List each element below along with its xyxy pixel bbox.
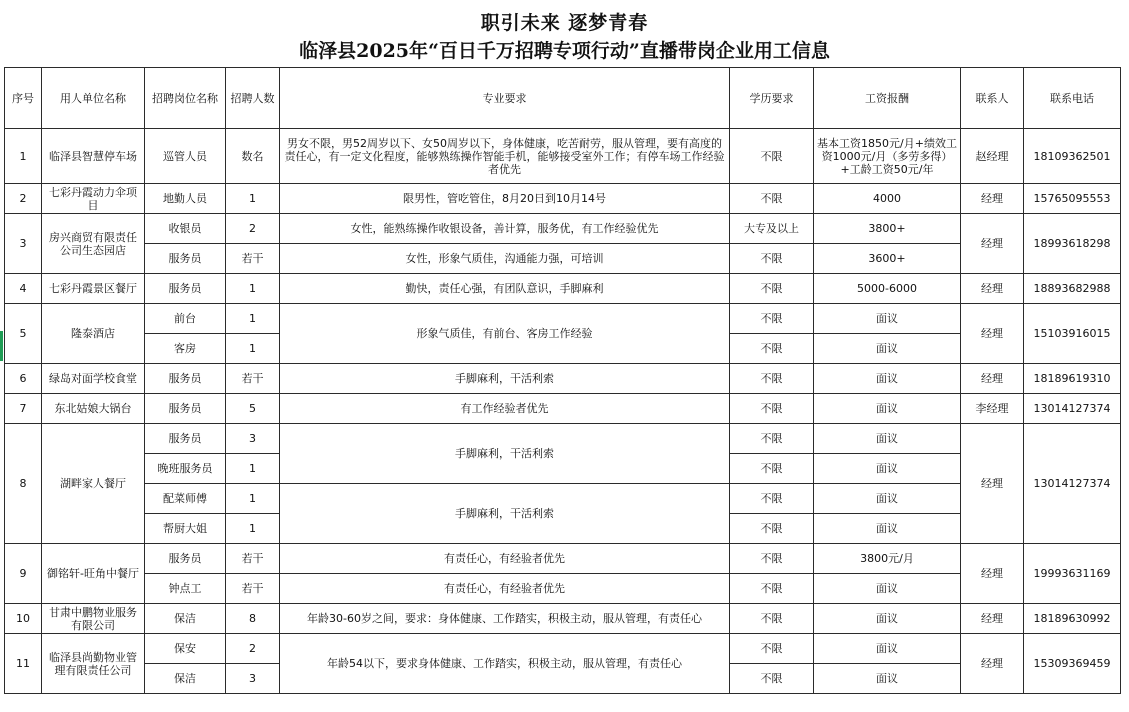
cell-position[interactable]: 服务员 <box>145 364 226 394</box>
cell-no[interactable]: 7 <box>5 394 42 424</box>
cell-phone[interactable]: 18189619310 <box>1024 364 1121 394</box>
title-line-1: 职引未来 逐梦青春 <box>480 12 649 34</box>
cell-position[interactable]: 服务员 <box>145 394 226 424</box>
cell-requirement[interactable]: 女性，能熟练操作收银设备，善计算，服务优，有工作经验优先 <box>280 214 730 244</box>
title-block <box>0 0 1129 66</box>
cell-count[interactable]: 1 <box>226 184 280 214</box>
cell-education[interactable]: 不限 <box>730 574 814 604</box>
cell-salary[interactable]: 3800元/月 <box>814 544 961 574</box>
cell-requirement[interactable]: 年龄30-60岁之间，要求：身体健康、工作踏实，积极主动，服从管理，有责任心 <box>280 604 730 634</box>
cell-contact[interactable]: 经理 <box>961 634 1024 694</box>
header-cell[interactable]: 学历要求 <box>730 68 814 129</box>
cell-education[interactable]: 不限 <box>730 454 814 484</box>
cell-salary[interactable]: 面议 <box>814 454 961 484</box>
cell-position[interactable]: 晚班服务员 <box>145 454 226 484</box>
cell-requirement[interactable]: 限男性，管吃管住，8月20日到10月14号 <box>280 184 730 214</box>
cell-company[interactable]: 甘肃中鹏物业服务有限公司 <box>42 604 145 634</box>
cell-count[interactable]: 1 <box>226 454 280 484</box>
cell-company[interactable]: 七彩丹霞景区餐厅 <box>42 274 145 304</box>
cell-company[interactable]: 七彩丹霞动力伞项目 <box>42 184 145 214</box>
cell-phone[interactable]: 18893682988 <box>1024 274 1121 304</box>
cell-phone[interactable]: 15765095553 <box>1024 184 1121 214</box>
cell-count[interactable]: 1 <box>226 274 280 304</box>
header-cell[interactable]: 联系人 <box>961 68 1024 129</box>
cell-contact[interactable]: 经理 <box>961 544 1024 604</box>
cell-requirement[interactable]: 女性，形象气质佳，沟通能力强，可培训 <box>280 244 730 274</box>
table-row <box>5 634 1121 664</box>
cell-contact[interactable]: 经理 <box>961 364 1024 394</box>
cell-position[interactable]: 客房 <box>145 334 226 364</box>
cell-count[interactable]: 8 <box>226 604 280 634</box>
cell-company[interactable]: 临泽县智慧停车场 <box>42 129 145 184</box>
cell-no[interactable]: 3 <box>5 214 42 274</box>
cell-education[interactable]: 大专及以上 <box>730 214 814 244</box>
header-cell[interactable]: 联系电话 <box>1024 68 1121 129</box>
cell-contact[interactable]: 经理 <box>961 214 1024 274</box>
cell-count[interactable]: 1 <box>226 484 280 514</box>
cell-contact[interactable]: 经理 <box>961 274 1024 304</box>
cell-salary[interactable]: 3800+ <box>814 214 961 244</box>
cell-count[interactable]: 1 <box>226 334 280 364</box>
cell-education[interactable]: 不限 <box>730 334 814 364</box>
cell-position[interactable]: 配菜师傅 <box>145 484 226 514</box>
cell-phone[interactable]: 18189630992 <box>1024 604 1121 634</box>
cell-company[interactable]: 房兴商贸有限责任公司生态园店 <box>42 214 145 274</box>
job-table <box>4 67 1121 694</box>
cell-company[interactable]: 湖畔家人餐厅 <box>42 424 145 544</box>
cell-salary[interactable]: 面议 <box>814 424 961 454</box>
table-row <box>5 129 1121 184</box>
cell-requirement[interactable]: 手脚麻利，干活利索 <box>280 424 730 484</box>
cell-education[interactable]: 不限 <box>730 514 814 544</box>
cell-position[interactable]: 服务员 <box>145 544 226 574</box>
table-row <box>5 484 1121 514</box>
table-row <box>5 394 1121 424</box>
cell-phone[interactable]: 13014127374 <box>1024 424 1121 544</box>
table-row <box>5 424 1121 454</box>
cell-contact[interactable]: 经理 <box>961 604 1024 634</box>
cell-no[interactable]: 11 <box>5 634 42 694</box>
table-row <box>5 544 1121 574</box>
cell-education[interactable]: 不限 <box>730 364 814 394</box>
cell-education[interactable]: 不限 <box>730 274 814 304</box>
cell-no[interactable]: 10 <box>5 604 42 634</box>
cell-position[interactable]: 地勤人员 <box>145 184 226 214</box>
table-row <box>5 244 1121 274</box>
cell-salary[interactable]: 面议 <box>814 484 961 514</box>
cell-count[interactable]: 3 <box>226 424 280 454</box>
cell-phone[interactable]: 13014127374 <box>1024 394 1121 424</box>
cell-education[interactable]: 不限 <box>730 304 814 334</box>
cell-position[interactable]: 帮厨大姐 <box>145 514 226 544</box>
cell-requirement[interactable]: 形象气质佳，有前台、客房工作经验 <box>280 304 730 364</box>
cell-position[interactable]: 保安 <box>145 634 226 664</box>
cell-salary[interactable]: 5000-6000 <box>814 274 961 304</box>
cell-contact[interactable]: 经理 <box>961 424 1024 544</box>
cell-position[interactable]: 保洁 <box>145 604 226 634</box>
cell-company[interactable]: 隆泰酒店 <box>42 304 145 364</box>
cell-position[interactable]: 服务员 <box>145 274 226 304</box>
row-selection-marker <box>0 331 3 361</box>
cell-count[interactable]: 2 <box>226 634 280 664</box>
cell-position[interactable]: 收银员 <box>145 214 226 244</box>
cell-position[interactable]: 服务员 <box>145 424 226 454</box>
cell-requirement[interactable]: 有责任心，有经验者优先 <box>280 544 730 574</box>
cell-contact[interactable]: 李经理 <box>961 394 1024 424</box>
cell-count[interactable]: 1 <box>226 514 280 544</box>
cell-position[interactable]: 服务员 <box>145 244 226 274</box>
cell-salary[interactable]: 基本工资1850元/月+绩效工资1000元/月（多劳多得）+工龄工资50元/年 <box>814 129 961 184</box>
header-cell[interactable]: 招聘岗位名称 <box>145 68 226 129</box>
cell-requirement[interactable]: 男女不限，男52周岁以下、女50周岁以下，身体健康，吃苦耐劳，服从管理，要有高度的责任心，有一定文化程度，能够熟练操作智能手机，能够接受室外工作；有停车场工作经验者优先 <box>280 129 730 184</box>
cell-count[interactable]: 5 <box>226 394 280 424</box>
table-row <box>5 604 1121 634</box>
cell-phone[interactable]: 15103916015 <box>1024 304 1121 364</box>
cell-count[interactable]: 若干 <box>226 574 280 604</box>
cell-no[interactable]: 9 <box>5 544 42 604</box>
cell-requirement[interactable]: 有责任心，有经验者优先 <box>280 574 730 604</box>
cell-salary[interactable]: 面议 <box>814 334 961 364</box>
cell-count[interactable]: 若干 <box>226 244 280 274</box>
cell-education[interactable]: 不限 <box>730 484 814 514</box>
cell-requirement[interactable]: 有工作经验者优先 <box>280 394 730 424</box>
cell-phone[interactable]: 18109362501 <box>1024 129 1121 184</box>
cell-position[interactable]: 前台 <box>145 304 226 334</box>
header-cell[interactable]: 序号 <box>5 68 42 129</box>
header-row <box>5 68 1121 129</box>
cell-salary[interactable]: 面议 <box>814 514 961 544</box>
cell-count[interactable]: 2 <box>226 214 280 244</box>
header-cell[interactable]: 用人单位名称 <box>42 68 145 129</box>
cell-phone[interactable]: 15309369459 <box>1024 634 1121 694</box>
cell-no[interactable]: 8 <box>5 424 42 544</box>
cell-contact[interactable]: 经理 <box>961 184 1024 214</box>
cell-phone[interactable]: 18993618298 <box>1024 214 1121 274</box>
table-row <box>5 574 1121 604</box>
table-row <box>5 364 1121 394</box>
table-row <box>5 274 1121 304</box>
cell-salary[interactable]: 面议 <box>814 394 961 424</box>
cell-requirement[interactable]: 手脚麻利，干活利索 <box>280 484 730 544</box>
cell-education[interactable]: 不限 <box>730 664 814 694</box>
cell-count[interactable]: 若干 <box>226 544 280 574</box>
cell-count[interactable]: 数名 <box>226 129 280 184</box>
cell-count[interactable]: 若干 <box>226 364 280 394</box>
cell-education[interactable]: 不限 <box>730 634 814 664</box>
title-line-2: 临泽县2025年“百日千万招聘专项行动”直播带岗企业用工信息 <box>299 40 830 62</box>
cell-salary[interactable]: 面议 <box>814 604 961 634</box>
cell-contact[interactable]: 经理 <box>961 304 1024 364</box>
table-row <box>5 214 1121 244</box>
cell-salary[interactable]: 面议 <box>814 634 961 664</box>
cell-education[interactable]: 不限 <box>730 604 814 634</box>
cell-no[interactable]: 1 <box>5 129 42 184</box>
cell-education[interactable]: 不限 <box>730 244 814 274</box>
table-row <box>5 304 1121 334</box>
cell-phone[interactable]: 19993631169 <box>1024 544 1121 604</box>
cell-education[interactable]: 不限 <box>730 129 814 184</box>
cell-contact[interactable]: 赵经理 <box>961 129 1024 184</box>
cell-education[interactable]: 不限 <box>730 394 814 424</box>
cell-company[interactable]: 临泽县尚勤物业管理有限责任公司 <box>42 634 145 694</box>
header-cell[interactable]: 专业要求 <box>280 68 730 129</box>
cell-company[interactable]: 绿岛对面学校食堂 <box>42 364 145 394</box>
cell-position[interactable]: 钟点工 <box>145 574 226 604</box>
cell-salary[interactable]: 面议 <box>814 364 961 394</box>
cell-no[interactable]: 6 <box>5 364 42 394</box>
cell-salary[interactable]: 4000 <box>814 184 961 214</box>
cell-requirement[interactable]: 年龄54以下，要求身体健康、工作踏实，积极主动，服从管理，有责任心 <box>280 634 730 694</box>
cell-count[interactable]: 3 <box>226 664 280 694</box>
cell-salary[interactable]: 3600+ <box>814 244 961 274</box>
cell-salary[interactable]: 面议 <box>814 304 961 334</box>
cell-education[interactable]: 不限 <box>730 424 814 454</box>
header-cell[interactable]: 工资报酬 <box>814 68 961 129</box>
cell-position[interactable]: 巡管人员 <box>145 129 226 184</box>
cell-education[interactable]: 不限 <box>730 544 814 574</box>
cell-requirement[interactable]: 手脚麻利，干活利索 <box>280 364 730 394</box>
header-cell[interactable]: 招聘人数 <box>226 68 280 129</box>
cell-salary[interactable]: 面议 <box>814 574 961 604</box>
cell-salary[interactable]: 面议 <box>814 664 961 694</box>
cell-company[interactable]: 御铭轩-旺角中餐厅 <box>42 544 145 604</box>
cell-position[interactable]: 保洁 <box>145 664 226 694</box>
cell-count[interactable]: 1 <box>226 304 280 334</box>
cell-company[interactable]: 东北姑娘大锅台 <box>42 394 145 424</box>
table-row <box>5 184 1121 214</box>
cell-no[interactable]: 5 <box>5 304 42 364</box>
cell-requirement[interactable]: 勤快，责任心强，有团队意识，手脚麻利 <box>280 274 730 304</box>
cell-no[interactable]: 4 <box>5 274 42 304</box>
cell-education[interactable]: 不限 <box>730 184 814 214</box>
cell-no[interactable]: 2 <box>5 184 42 214</box>
